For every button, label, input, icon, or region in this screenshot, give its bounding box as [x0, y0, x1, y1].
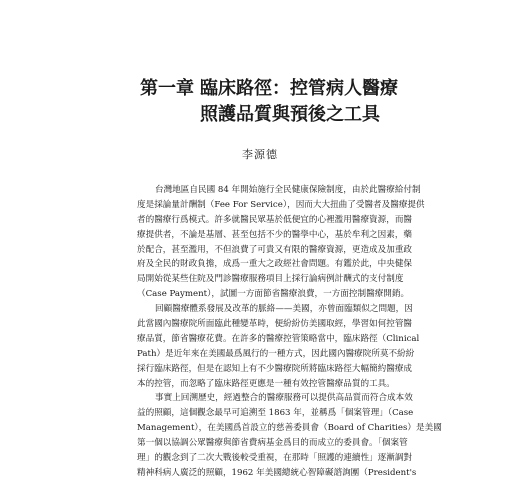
paragraph-line: 療品質，節省醫療花費。在許多的醫療控管策略當中，臨床路徑（Clinical	[137, 333, 420, 344]
paragraph-line: 第一個以協調公眾醫療與節省費病基金爲目的而成立的委員會。「個案管	[137, 438, 408, 449]
body-text	[137, 183, 442, 481]
paragraph-line: 度是採論量計酬制（Fee For Service），因而大大扭曲了受醫者及醫療提供	[137, 199, 425, 210]
chapter-heading	[140, 76, 470, 128]
chapter-heading-line-2	[140, 102, 470, 128]
paragraph-line: 事實上回溯歷史，經過整合的醫療服務可以提供高品質而符合成本效	[155, 393, 413, 404]
title-indent	[140, 102, 200, 128]
chapter-title-line-2: 照護品質與預後之工具	[200, 104, 380, 125]
paragraph-line: 於配合，甚至濫用，不但浪費了可貴又有限的醫療資源，更造成及加重政	[137, 244, 413, 255]
chapter-heading-line-1	[140, 76, 470, 102]
chapter-title-line-1: 臨床路徑：控管病人醫療	[200, 78, 398, 99]
paragraph-line: 此當國內醫療院所面臨此種變革時，便紛紛仿美國取經，學習如何控管醫	[137, 319, 413, 330]
paragraph-line: 台灣地區自民國 84 年開始施行全民健康保險制度，由於此醫療給付制	[155, 185, 421, 195]
author-name: 李源德	[242, 148, 278, 161]
paragraph-line: 精神科病人廣泛的照顧，1962 年美國總統心智障礙諮詢團（President's	[137, 467, 417, 478]
paragraph-line: Path）是近年來在美國最爲風行的一種方式，因此國內醫療院所莫不紛紛	[137, 348, 415, 359]
paragraph-line: 府及全民的財政負擔，成爲一重大之政經社會問題。有鑑於此，中央健保	[137, 259, 413, 270]
paragraph-line: 本的控管，而忽略了臨床路徑更應是一種有效控管醫療品質的工具。	[137, 378, 395, 389]
paragraph-line: 者的醫療行爲模式。許多就醫民眾基於低便宜的心裡濫用醫療資源，而醫	[137, 214, 413, 225]
paragraph-line: 理」的觀念到了二次大戰後較受重視，在那時「照護的連續性」逐漸調對	[137, 453, 413, 464]
paragraph-line: 療提供者，不論是基層、甚至包括不少的醫學中心，基於牟利之因素，藥	[137, 229, 413, 240]
paragraph-line: 益的照顧，這個觀念最早可追溯至 1863 年，並稱爲「個案管理」（Case	[137, 408, 414, 419]
paragraph-line: （Case Payment），試圖一方面節省醫療浪費，一方面控制醫療開銷。	[137, 289, 410, 300]
paragraph-line: 採行臨床路徑，但是在認知上有不少醫療院所將臨床路徑大幅簡約醫療成	[137, 363, 413, 374]
chapter-number: 第一章	[140, 78, 194, 99]
paragraph-line: 局開始從某些住院及門診醫療服務項目上採行論病例計酬式的支付制度	[137, 274, 404, 285]
paragraph-line: Management），在美國爲首設立的慈善委員會（Board of Charities）是美國	[137, 423, 442, 434]
paragraph-line: 回顧醫療體系發展及改革的脈絡——美國，亦曾面臨類似之問題，因	[155, 304, 413, 315]
